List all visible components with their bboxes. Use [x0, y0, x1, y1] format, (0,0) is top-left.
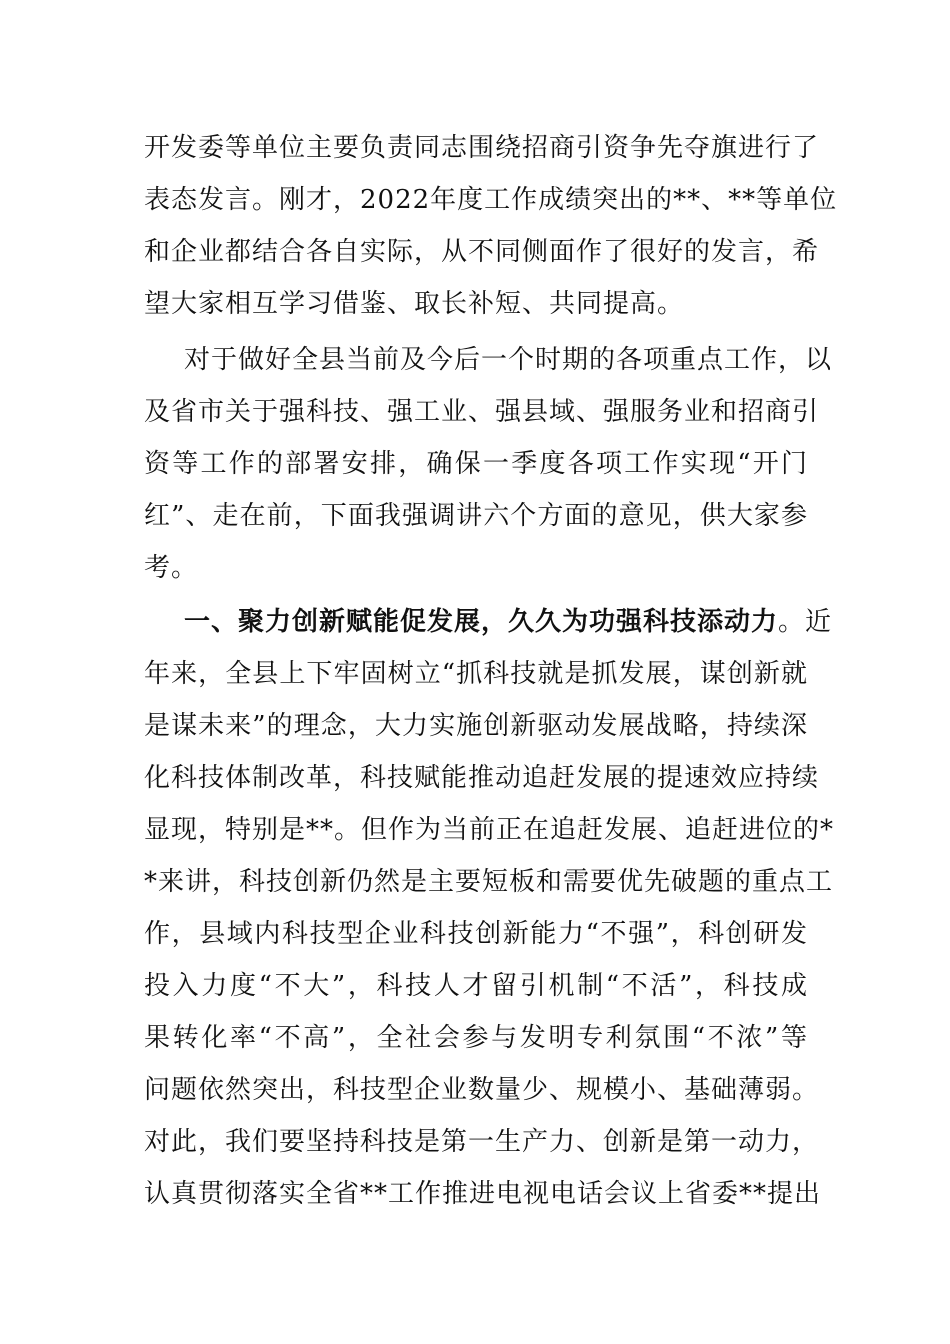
- paragraph-line: 及省市关于强科技、强工业、强县域、强服务业和招商引: [144, 397, 820, 427]
- paragraph-line: 对此，我们要坚持科技是第一生产力、创新是第一动力，: [144, 1127, 820, 1157]
- paragraph-line: 作，县域内科技型企业科技创新能力“不强”，科创研发: [144, 919, 808, 949]
- paragraph-line: 投入力度“不大”，科技人才留引机制“不活”，科技成: [144, 971, 808, 1001]
- paragraph-line: 认真贯彻落实全省**工作推进电视电话会议上省委**提出: [144, 1179, 822, 1209]
- paragraph-line: 是谋未来”的理念，大力实施创新驱动发展战略，持续深: [144, 711, 808, 741]
- paragraph-line: 化科技体制改革，科技赋能推动追赶发展的提速效应持续: [144, 763, 820, 793]
- paragraph-line: 果转化率“不高”，全社会参与发明专利氛围“不浓”等: [144, 1023, 808, 1053]
- paragraph-line: 显现，特别是**。但作为当前正在追赶发展、追赶进位的*: [144, 815, 835, 845]
- section-heading: 一、聚力创新赋能促发展，久久为功强科技添动力: [184, 607, 779, 637]
- paragraph-line: 考。: [144, 553, 199, 583]
- paragraph-line: 对于做好全县当前及今后一个时期的各项重点工作，以: [184, 345, 833, 375]
- paragraph-line: 和企业都结合各自实际，从不同侧面作了很好的发言，希: [144, 237, 820, 267]
- paragraph-line: 年来，全县上下牢固树立“抓科技就是抓发展，谋创新就: [144, 659, 808, 689]
- heading-trailing-text: 。近: [778, 607, 833, 637]
- paragraph-line: 开发委等单位主要负责同志围绕招商引资争先夺旗进行了: [144, 133, 820, 163]
- paragraph-3: [144, 596, 835, 1220]
- paragraph-line: 红”、走在前，下面我强调讲六个方面的意见，供大家参: [144, 501, 808, 531]
- paragraph-line: 资等工作的部署安排，确保一季度各项工作实现“开门: [144, 449, 808, 479]
- paragraph-line: *来讲，科技创新仍然是主要短板和需要优先破题的重点工: [144, 867, 834, 897]
- paragraph-line: 望大家相互学习借鉴、取长补短、共同提高。: [144, 289, 685, 319]
- paragraph-1: [144, 122, 838, 330]
- section-heading-line: [144, 596, 833, 648]
- paragraph-line: 表态发言。刚才，2022年度工作成绩突出的**、**等单位: [144, 185, 838, 215]
- paragraph-2: [144, 334, 833, 594]
- paragraph-line: 问题依然突出，科技型企业数量少、规模小、基础薄弱。: [144, 1075, 820, 1105]
